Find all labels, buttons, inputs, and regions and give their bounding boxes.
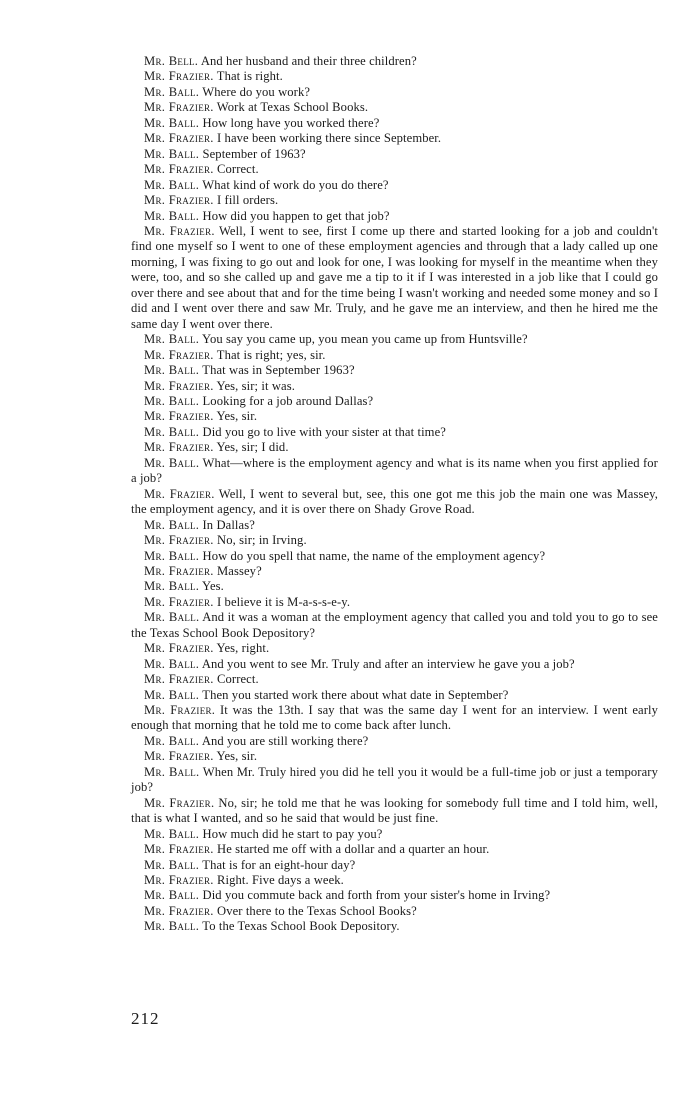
speech-text: Massey?	[217, 563, 262, 578]
speech-text: And you are still working there?	[201, 733, 369, 748]
speaker-name: Mr. Frazier.	[144, 486, 215, 501]
transcript-paragraph	[131, 533, 658, 548]
speaker-name: Mr. Frazier.	[144, 131, 214, 146]
speaker-name: Mr. Frazier.	[144, 672, 214, 687]
transcript-paragraph	[131, 224, 658, 332]
speech-text: How long have you worked there?	[202, 115, 380, 130]
speaker-name: Mr. Frazier.	[144, 873, 214, 888]
speaker-name: Mr. Frazier.	[144, 842, 214, 857]
transcript-paragraph	[131, 209, 658, 224]
speaker-name: Mr. Ball.	[144, 579, 200, 594]
speech-text: September of 1963?	[202, 146, 306, 161]
speaker-name: Mr. Ball.	[144, 687, 200, 702]
speech-text: When Mr. Truly hired you did he tell you it would be a full-time job or just a temporary job?	[131, 764, 658, 795]
speech-text: I have been working there since September.	[217, 131, 442, 146]
speaker-name: Mr. Ball.	[144, 733, 200, 748]
transcript-paragraph	[131, 641, 658, 656]
transcript-paragraph	[131, 827, 658, 842]
speech-text: That is right.	[216, 69, 283, 84]
speaker-name: Mr. Frazier.	[144, 749, 214, 764]
speaker-name: Mr. Ball.	[144, 332, 200, 347]
speaker-name: Mr. Ball.	[144, 610, 200, 625]
transcript-paragraph	[131, 85, 658, 100]
transcript-paragraph	[131, 440, 658, 455]
speech-text: Yes.	[202, 579, 224, 594]
speech-text: How much did he start to pay you?	[202, 826, 383, 841]
speaker-name: Mr. Frazier.	[144, 440, 214, 455]
speech-text: What—where is the employment agency and what is its name when you first applied for a job?	[131, 455, 658, 486]
speech-text: Well, I went to several but, see, this one got me this job the main one was Massey, the employment agency, and it is over there on Shady Grove Road.	[131, 486, 658, 517]
transcript-paragraph	[131, 332, 658, 347]
speaker-name: Mr. Frazier.	[144, 563, 214, 578]
speaker-name: Mr. Ball.	[144, 84, 200, 99]
transcript-paragraph	[131, 147, 658, 162]
speaker-name: Mr. Frazier.	[144, 347, 214, 362]
speech-text: I believe it is M-a-s-s-e-y.	[217, 594, 351, 609]
speech-text: Well, I went to see, first I come up there and started looking for a job and couldn't find one myself so I went to one of these employment agencies and through that a lady called up one morning, I was fixing to go out and look for one, I was looking for myself in the meantime when they were, too, and so she called up and gave me a tip to it if I was interested in a job like that I could go over there and see about that and for the time being I wasn't working and needed some money and so I did and I went over there and saw Mr. Truly, and he gave me an interview, and then he hired me the same day I went over there.	[131, 223, 659, 331]
transcript-paragraph	[131, 765, 658, 796]
speech-text: No, sir; in Irving.	[217, 533, 307, 548]
transcript-paragraph	[131, 595, 658, 610]
speech-text: Over there to the Texas School Books?	[217, 903, 417, 918]
transcript-paragraph	[131, 703, 658, 734]
speaker-name: Mr. Ball.	[144, 363, 200, 378]
speaker-name: Mr. Ball.	[144, 455, 200, 470]
speaker-name: Mr. Frazier.	[144, 193, 214, 208]
transcript-paragraph	[131, 873, 658, 888]
speech-text: That was in September 1963?	[202, 363, 355, 378]
speech-text: And it was a woman at the employment agency that called you and told you to go to see the Texas School Book Depository?	[131, 610, 658, 640]
transcript-paragraph	[131, 919, 658, 934]
transcript-paragraph	[131, 749, 658, 764]
speaker-name: Mr. Ball.	[144, 826, 200, 841]
speech-text: Yes, sir.	[216, 409, 258, 424]
speech-text: It was the 13th. I say that was the same day I went for an interview. I went early enough that morning that he told me to come back after lunch.	[131, 703, 659, 733]
speech-text: Did you go to live with your sister at that time?	[202, 424, 446, 439]
speech-text: Yes, sir; I did.	[216, 440, 289, 455]
transcript-paragraph	[131, 69, 658, 84]
transcript-paragraph	[131, 363, 658, 378]
speech-text: You say you came up, you mean you came up from Huntsville?	[202, 332, 528, 347]
transcript-paragraph	[131, 672, 658, 687]
transcript-paragraph	[131, 131, 658, 146]
speech-text: How do you spell that name, the name of the employment agency?	[202, 548, 546, 563]
speech-text: To the Texas School Book Depository.	[202, 919, 400, 934]
speaker-name: Mr. Frazier.	[144, 378, 214, 393]
speaker-name: Mr. Frazier.	[144, 223, 215, 238]
transcript-paragraph	[131, 193, 658, 208]
transcript-paragraph	[131, 796, 658, 827]
transcript-paragraph	[131, 379, 658, 394]
speech-text: Yes, sir.	[216, 749, 258, 764]
speech-text: Correct.	[217, 162, 259, 177]
speaker-name: Mr. Frazier.	[144, 594, 214, 609]
transcript-paragraph	[131, 579, 658, 594]
speaker-name: Mr. Ball.	[144, 919, 200, 934]
transcript-paragraph	[131, 456, 658, 487]
speaker-name: Mr. Ball.	[144, 146, 200, 161]
speech-text: Right. Five days a week.	[217, 873, 344, 888]
speaker-name: Mr. Bell.	[144, 54, 199, 68]
speaker-name: Mr. Ball.	[144, 393, 200, 408]
transcript-body	[131, 54, 658, 935]
speech-text: Correct.	[217, 672, 259, 687]
transcript-paragraph	[131, 487, 658, 518]
speech-text: In Dallas?	[202, 517, 255, 532]
speech-text: No, sir; he told me that he was looking for somebody full time and I told him, well, that is what I wanted, and so he said that would be just fine.	[131, 795, 659, 826]
transcript-paragraph	[131, 904, 658, 919]
speaker-name: Mr. Ball.	[144, 857, 200, 872]
transcript-paragraph	[131, 518, 658, 533]
transcript-paragraph	[131, 549, 658, 564]
transcript-paragraph	[131, 688, 658, 703]
transcript-paragraph	[131, 348, 658, 363]
speaker-name: Mr. Ball.	[144, 888, 200, 903]
transcript-paragraph	[131, 425, 658, 440]
speaker-name: Mr. Frazier.	[144, 100, 214, 115]
speech-text: How did you happen to get that job?	[202, 208, 390, 223]
speech-text: Where do you work?	[202, 84, 311, 99]
speech-text: Work at Texas School Books.	[216, 100, 369, 115]
speaker-name: Mr. Frazier.	[144, 533, 214, 548]
transcript-paragraph	[131, 394, 658, 409]
speaker-name: Mr. Frazier.	[144, 903, 214, 918]
speech-text: Looking for a job around Dallas?	[202, 393, 374, 408]
speaker-name: Mr. Ball.	[144, 764, 200, 779]
speech-text: And you went to see Mr. Truly and after an interview he gave you a job?	[201, 656, 575, 671]
speech-text: That is for an eight-hour day?	[202, 857, 356, 872]
speaker-name: Mr. Frazier.	[144, 795, 215, 810]
speaker-name: Mr. Ball.	[144, 177, 200, 192]
speech-text: I fill orders.	[217, 193, 279, 208]
speaker-name: Mr. Frazier.	[144, 703, 216, 718]
speaker-name: Mr. Ball.	[144, 115, 200, 130]
transcript-paragraph	[131, 610, 658, 641]
transcript-paragraph	[131, 178, 658, 193]
transcript-paragraph	[131, 734, 658, 749]
transcript-paragraph	[131, 409, 658, 424]
transcript-paragraph	[131, 657, 658, 672]
transcript-paragraph	[131, 116, 658, 131]
speaker-name: Mr. Frazier.	[144, 641, 214, 656]
speech-text: And her husband and their three children?	[200, 54, 417, 68]
page-number: 212	[131, 1009, 160, 1028]
speaker-name: Mr. Frazier.	[144, 162, 214, 177]
transcript-paragraph	[131, 162, 658, 177]
transcript-paragraph	[131, 858, 658, 873]
transcript-paragraph	[131, 54, 658, 69]
speaker-name: Mr. Ball.	[144, 548, 200, 563]
speaker-name: Mr. Frazier.	[144, 69, 214, 84]
transcript-paragraph	[131, 564, 658, 579]
transcript-paragraph	[131, 842, 658, 857]
speaker-name: Mr. Ball.	[144, 208, 200, 223]
speaker-name: Mr. Ball.	[144, 656, 200, 671]
speech-text: Then you started work there about what date in September?	[202, 687, 509, 702]
transcript-paragraph	[131, 100, 658, 115]
speaker-name: Mr. Frazier.	[144, 409, 214, 424]
speaker-name: Mr. Ball.	[144, 424, 200, 439]
speech-text: Yes, right.	[216, 641, 270, 656]
speech-text: What kind of work do you do there?	[202, 177, 389, 192]
speech-text: He started me off with a dollar and a quarter an hour.	[217, 842, 490, 857]
speech-text: Did you commute back and forth from your sister's home in Irving?	[202, 888, 551, 903]
speech-text: That is right; yes, sir.	[216, 347, 326, 362]
speech-text: Yes, sir; it was.	[216, 378, 295, 393]
speaker-name: Mr. Ball.	[144, 517, 200, 532]
transcript-paragraph	[131, 888, 658, 903]
